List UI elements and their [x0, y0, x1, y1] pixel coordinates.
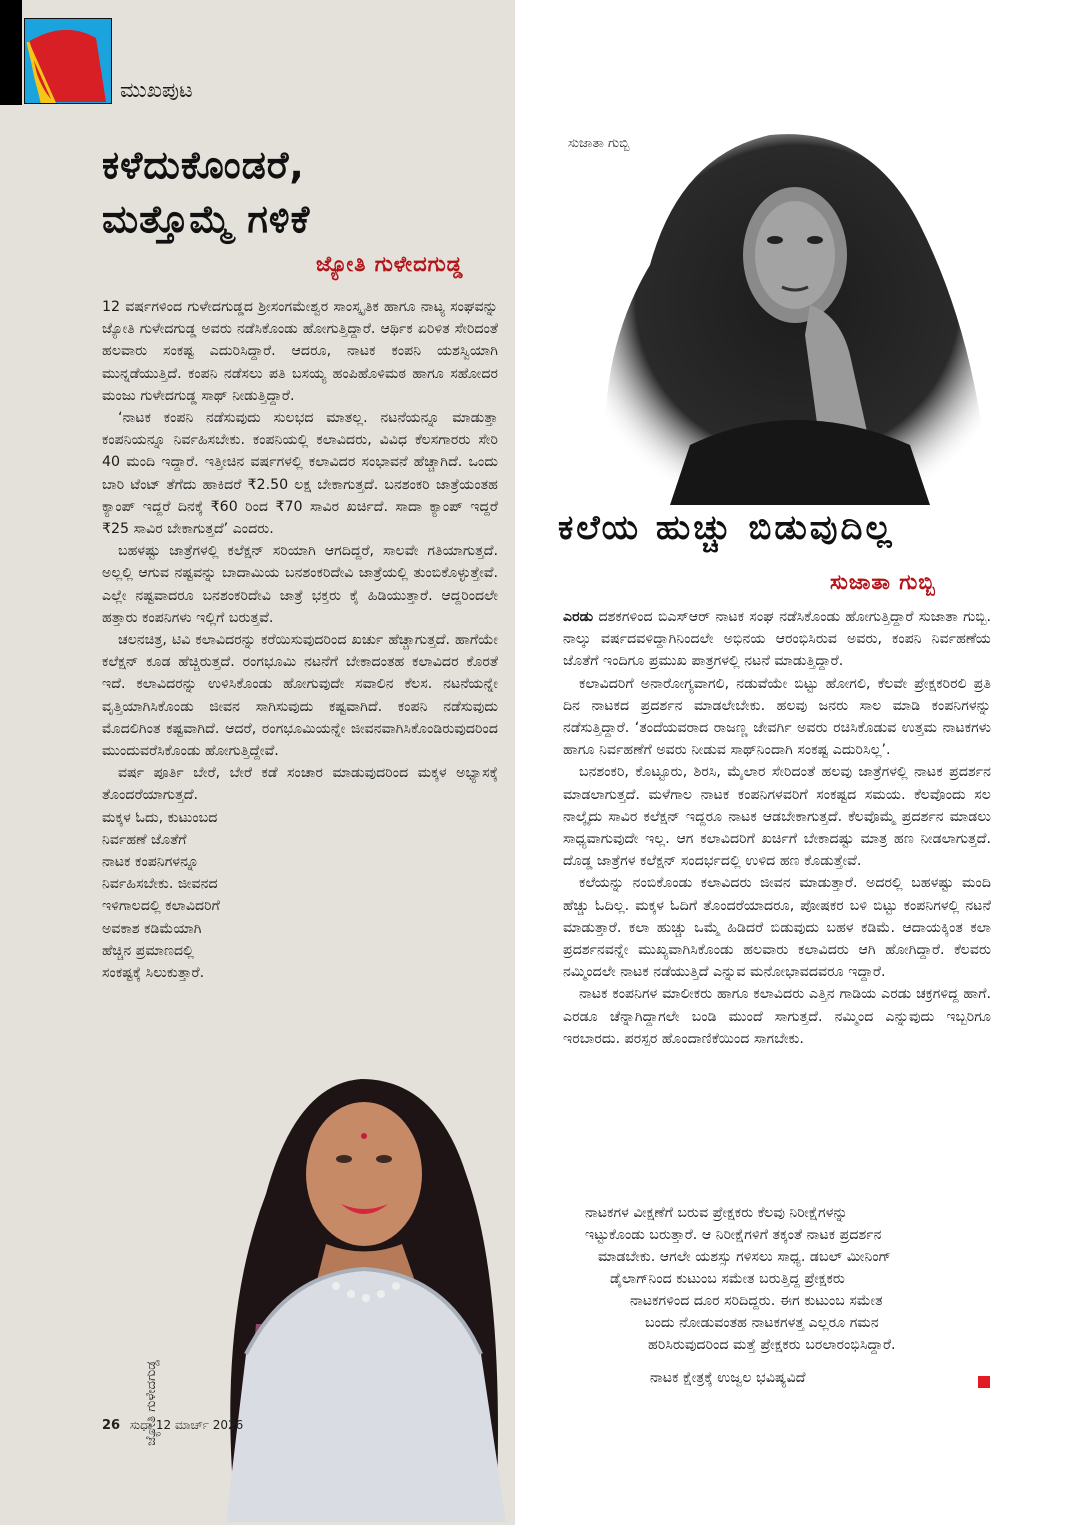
- left-paragraph-4: ಚಲನಚಿತ್ರ, ಟಿವಿ ಕಲಾವಿದರನ್ನು ಕರೆಯಿಸುವುದರಿಂದ ಖರ್ಚು ಹೆಚ್ಚಾಗುತ್ತದೆ. ಹಾಗೆಯೇ ಕಲೆಕ್ಷನ್ ಕೂಡ ಹೆಚ್ಚಿರುತ್ತದೆ. ರಂಗಭೂಮಿ ನಟನೆಗೆ ಬೇಕಾದಂತಹ ಕಲಾವಿದರ ಕೊರತೆ ಇದೆ. ಕಲಾವಿದರನ್ನು ಉಳಿಸಿಕೊಂಡು ಹೋಗುವುದೇ ಸವಾಲಿನ ಕೆಲಸ. ನಟನೆಯನ್ನೇ ವೃತ್ತಿಯಾಗಿಸಿಕೊಂಡು ಜೀವನ ಸಾಗಿಸುವುದು ಕಷ್ಟವಾಗಿದೆ. ಕಂಪನಿ ನಡೆಸುವುದು ಮೊದಲಿಗಿಂತ ಕಷ್ಟವಾಗಿದೆ. ಆದರೆ, ರಂಗಭೂಮಿಯನ್ನೇ ಜೀವನವಾಗಿಸಿಕೊಂಡಿರುವುದರಿಂದ ಮುಂದುವರೆಸಿಕೊಂಡು ಹೋಗುತ್ತಿದ್ದೇವೆ.: [102, 632, 498, 760]
- top-photo-caption: ಸುಜಾತಾ ಗುಬ್ಬಿ: [568, 136, 630, 151]
- right-tail-line: ನಾಟಕಗಳಿಂದ ದೂರ ಸರಿದಿದ್ದರು. ಈಗ ಕುಟುಂಬ ಸಮೇತ: [630, 1293, 883, 1309]
- right-paragraph-3: ಬನಶಂಕರಿ, ಕೊಟ್ಟೂರು, ಶಿರಸಿ, ಮೈಲಾರ ಸೇರಿದಂತೆ ಹಲವು ಜಾತ್ರೆಗಳಲ್ಲಿ ನಾಟಕ ಪ್ರದರ್ಶನ ಮಾಡಲಾಗುತ್ತದೆ. ಮಳೆಗಾಲ ನಾಟಕ ಕಂಪನಿಗಳವರಿಗೆ ಸಂಕಷ್ಟದ ಸಮಯ. ಕೆಲವೊಂದು ಸಲ ನಾಲ್ಕೈದು ಸಾವಿರ ಕಲೆಕ್ಷನ್ ಇದ್ದರೂ ನಾಟಕ ಆಡಬೇಕಾಗುತ್ತದೆ. ಕೆಲವೊಮ್ಮೆ ಪ್ರದರ್ಶನ ಮಾಡಲು ಸಾಧ್ಯವಾಗುವುದೇ ಇಲ್ಲ. ಆಗ ಕಲಾವಿದರಿಗೆ ಖರ್ಚಿಗೆ ಬೇಕಾದಷ್ಟು ಮಾತ್ರ ಹಣ ನೀಡಲಾಗುತ್ತದೆ. ದೊಡ್ಡ ಜಾತ್ರೆಗಳ ಕಲೆಕ್ಷನ್ ಸಂದರ್ಭದಲ್ಲಿ ಉಳಿದ ಹಣ ಕೊಡುತ್ತೇವೆ.: [563, 764, 991, 870]
- left-narrow-line: ನಿರ್ವಹಣೆ ಜೊತೆಗೆ: [102, 831, 187, 848]
- right-tail-line: ನಾಟಕಗಳ ವೀಕ್ಷಣೆಗೆ ಬರುವ ಪ್ರೇಕ್ಷಕರು ಕೆಲವು ನಿರೀಕ್ಷೆಗಳನ್ನು: [585, 1205, 848, 1221]
- left-narrow-line: ಮಕ್ಕಳ ಓದು, ಕುಟುಂಬದ: [102, 809, 218, 826]
- left-article-title: [102, 138, 310, 246]
- left-narrow-line: ಅವಕಾಶ ಕಡಿಮೆಯಾಗಿ: [102, 920, 202, 937]
- right-tail-line: ಬಂದು ನೋಡುವಂತಹ ನಾಟಕಗಳತ್ತ ಎಲ್ಲರೂ ಗಮನ: [645, 1315, 879, 1331]
- right-paragraph-1: [563, 606, 991, 673]
- right-paragraph-5: ನಾಟಕ ಕಂಪನಿಗಳ ಮಾಲೀಕರು ಹಾಗೂ ಕಲಾವಿದರು ಎತ್ತಿನ ಗಾಡಿಯ ಎರಡು ಚಕ್ರಗಳಿದ್ದ ಹಾಗೆ. ಎರಡೂ ಚೆನ್ನಾಗಿದ್ದಾಗಲೇ ಬಂಡಿ ಮುಂದೆ ಸಾಗುತ್ತದೆ. ನಮ್ಮಿಂದ ಎನ್ನುವುದು ಇಬ್ಬರಿಗೂ ಇರಬಾರದು. ಪರಸ್ಪರ ಹೊಂದಾಣಿಕೆಯಿಂದ ಸಾಗಬೇಕು.: [563, 986, 991, 1047]
- right-tail-line: ಹರಿಸಿರುವುದರಿಂದ ಮತ್ತೆ ಪ್ರೇಕ್ಷಕರು ಬರಲಾರಂಭಿಸಿದ್ದಾರೆ.: [648, 1337, 896, 1353]
- right-tail-line: ಇಟ್ಟುಕೊಂಡು ಬರುತ್ತಾರೆ. ಆ ನಿರೀಕ್ಷೆಗಳಿಗೆ ತಕ್ಕಂತೆ ನಾಟಕ ಪ್ರದರ್ಶನ: [585, 1227, 882, 1243]
- left-paragraph-5: ವರ್ಷ ಪೂರ್ತಿ ಬೇರೆ, ಬೇರೆ ಕಡೆ ಸಂಚಾರ ಮಾಡುವುದರಿಂದ ಮಕ್ಕಳ ಅಭ್ಯಾಸಕ್ಕೆ ತೊಂದರೆಯಾಗುತ್ತದೆ.: [102, 765, 498, 804]
- right-tail-line: ಡೈಲಾಗ್‌ನಿಂದ ಕುಟುಂಬ ಸಮೇತ ಬರುತ್ತಿದ್ದ ಪ್ರೇಕ್ಷಕರು: [610, 1271, 845, 1287]
- left-narrow-line: ನಾಟಕ ಕಂಪನಿಗಳನ್ನೂ: [102, 854, 199, 871]
- right-article-title: ಕಲೆಯ ಹುಚ್ಚು ಬಿಡುವುದಿಲ್ಲ: [558, 508, 895, 548]
- left-paragraph-2: ‘ನಾಟಕ ಕಂಪನಿ ನಡೆಸುವುದು ಸುಲಭದ ಮಾತಲ್ಲ. ನಟನೆಯನ್ನೂ ಮಾಡುತ್ತಾ ಕಂಪನಿಯನ್ನೂ ನಿರ್ವಹಿಸಬೇಕು. ಕಂಪನಿಯಲ್ಲಿ ಕಲಾವಿದರು, ವಿವಿಧ ಕೆಲಸಗಾರರು ಸೇರಿ 40 ಮಂದಿ ಇದ್ದಾರೆ. ಇತ್ತೀಚಿನ ವರ್ಷಗಳಲ್ಲಿ ಕಲಾವಿದರ ಸಂಭಾವನೆ ಹೆಚ್ಚಾಗಿದೆ. ಒಂದು ಬಾರಿ ಟೆಂಟ್ ತೆಗೆದು ಹಾಕಿದರೆ ₹2.50 ಲಕ್ಷ ಬೇಕಾಗುತ್ತದೆ. ಬನಶಂಕರಿ ಜಾತ್ರೆಯಂತಹ ಕ್ಯಾಂಪ್ ಇದ್ದರೆ ದಿನಕ್ಕೆ ₹60 ರಿಂದ ₹70 ಸಾವಿರ ಖರ್ಚಿದೆ. ಸಾದಾ ಕ್ಯಾಂಪ್ ಇದ್ದರೆ ₹25 ಸಾವಿರ ಬೇಕಾಗುತ್ತದೆ’ ಎಂದರು.: [102, 410, 498, 538]
- left-narrow-line: ಇಳಿಗಾಲದಲ್ಲಿ ಕಲಾವಿದರಿಗೆ: [102, 898, 220, 915]
- section-label: ಮುಖಪುಟ: [120, 78, 193, 102]
- left-article-body: [102, 296, 498, 984]
- left-narrow-line: ಸಂಕಷ್ಟಕ್ಕೆ ಸಿಲುಕುತ್ತಾರೆ.: [102, 965, 205, 982]
- page-footer: [102, 1418, 243, 1433]
- right-article-author: ಸುಜಾತಾ ಗುಬ್ಬಿ: [830, 570, 936, 594]
- left-paragraph-3: ಬಹಳಷ್ಟು ಜಾತ್ರೆಗಳಲ್ಲಿ ಕಲೆಕ್ಷನ್ ಸರಿಯಾಗಿ ಆಗದಿದ್ದರೆ, ಸಾಲವೇ ಗತಿಯಾಗುತ್ತದೆ. ಅಲ್ಲಲ್ಲಿ ಆಗುವ ನಷ್ಟವನ್ನು ಬಾದಾಮಿಯ ಬನಶಂಕರಿದೇವಿ ಜಾತ್ರೆಯಲ್ಲಿ ತುಂಬಿಕೊಳ್ಳುತ್ತೇವೆ. ಎಲ್ಲೇ ನಷ್ಟವಾದರೂ ಬನಶಂಕರಿದೇವಿ ಜಾತ್ರೆ ಭಕ್ತರು ಕೈ ಹಿಡಿಯುತ್ತಾರೆ. ಆದ್ದರಿಂದಲೇ ಹತ್ತಾರು ಕಂಪನಿಗಳು ಇಲ್ಲಿಗೆ ಬರುತ್ತವೆ.: [102, 543, 498, 626]
- left-narrow-line: ನಿರ್ವಹಿಸಬೇಕು. ಜೀವನದ: [102, 876, 218, 893]
- bottom-photo-caption: ಜ್ಯೋತಿ ಗುಳೇದಗುಡ್ಡ: [144, 1360, 159, 1446]
- left-title-line-2: ಮತ್ತೊಮ್ಮೆ ಗಳಿಕೆ: [102, 197, 311, 241]
- left-paragraph-1: 12 ವರ್ಷಗಳಿಂದ ಗುಳೇದಗುಡ್ಡದ ಶ್ರೀಸಂಗಮೇಶ್ವರ ಸಾಂಸ್ಕೃತಿಕ ಹಾಗೂ ನಾಟ್ಯ ಸಂಘವನ್ನು ಜ್ಯೋತಿ ಗುಳೇದಗುಡ್ಡ ಅವರು ನಡೆಸಿಕೊಂಡು ಹೋಗುತ್ತಿದ್ದಾರೆ. ಆರ್ಥಿಕ ಏರಿಳಿತ ಸೇರಿದಂತೆ ಹಲವಾರು ಸಂಕಷ್ಟ ಎದುರಿಸಿದ್ದಾರೆ. ಆದರೂ, ನಾಟಕ ಕಂಪನಿ ಯಶಸ್ವಿಯಾಗಿ ಮುನ್ನಡೆಯುತ್ತಿದೆ. ಕಂಪನಿ ನಡೆಸಲು ಪತಿ ಬಸಯ್ಯ ಹಂಪಿಹೊಳಿಮಠ ಹಾಗೂ ಸಹೋದರ ಮಂಜು ಗುಳೇದಗುಡ್ಡ ಸಾಥ್ ನೀಡುತ್ತಿದ್ದಾರೆ.: [102, 299, 498, 404]
- right-article-body: [563, 606, 991, 1050]
- right-paragraph-4: ಕಲೆಯನ್ನು ನಂಬಿಕೊಂಡು ಕಲಾವಿದರು ಜೀವನ ಮಾಡುತ್ತಾರೆ. ಅದರಲ್ಲಿ ಬಹಳಷ್ಟು ಮಂದಿ ಹೆಚ್ಚು ಓದಿಲ್ಲ. ಮಕ್ಕಳ ಓದಿಗೆ ತೊಂದರೆಯಾದರೂ, ಪೋಷಕರ ಬಳಿ ಬಿಟ್ಟು ಕಂಪನಿಗಳಲ್ಲಿ ನಟನೆ ಮಾಡುತ್ತಾರೆ. ಕಲಾ ಹುಚ್ಚು ಒಮ್ಮೆ ಹಿಡಿದರೆ ಬಿಡುವುದು ಬಹಳ ಕಡಿಮೆ. ಆದಾಯಕ್ಕಿಂತ ಕಲಾ ಪ್ರದರ್ಶನವನ್ನೇ ಮುಖ್ಯವಾಗಿಸಿಕೊಂಡು ಹಲವಾರು ಕಲಾವಿದರು ಆಗಿ ಹೋಗಿದ್ದಾರೆ. ಕೆಲವರು ನಮ್ಮಿಂದಲೇ ನಾಟಕ ನಡೆಯುತ್ತಿದೆ ಎನ್ನುವ ಮನೋಭಾವದವರೂ ಇದ್ದಾರೆ.: [563, 875, 991, 981]
- right-paragraph-2: ಕಲಾವಿದರಿಗೆ ಅನಾರೋಗ್ಯವಾಗಲಿ, ನಡುವೆಯೇ ಬಿಟ್ಟು ಹೋಗಲಿ, ಕೆಲವೇ ಪ್ರೇಕ್ಷಕರಿರಲಿ ಪ್ರತಿ ದಿನ ನಾಟಕದ ಪ್ರದರ್ಶನ ಮಾಡಲೇಬೇಕು. ಹಲವು ಜನರು ಸಾಲ ಮಾಡಿ ಕಂಪನಿಗಳನ್ನು ನಡೆಸುತ್ತಿದ್ದಾರೆ. ‘ತಂದೆಯವರಾದ ರಾಜಣ್ಣ ಜೇವರ್ಗಿ ಅವರು ರಚಿಸಿಕೊಡುವ ಉತ್ತಮ ನಾಟಕಗಳು ಹಾಗೂ ನಿರ್ವಹಣೆಗೆ ಅವರು ನೀಡುವ ಸಾಥ್‌ನಿಂದಾಗಿ ಸಂಕಷ್ಟ ಎದುರಿಸಿಲ್ಲ’.: [563, 675, 991, 759]
- sujatha-portrait-photo: [570, 115, 1010, 505]
- corner-black-bar: [0, 0, 22, 105]
- jyothi-portrait-photo: [176, 1024, 546, 1522]
- publication-date: ಸುಧಾ 12 ಮಾರ್ಚ್ 2026: [129, 1418, 244, 1432]
- left-title-line-1: ಕಳೆದುಕೊಂಡರೆ,: [102, 143, 305, 187]
- page-number: 26: [102, 1418, 121, 1433]
- section-logo-icon: [24, 18, 112, 104]
- right-tail-line: ಮಾಡಬೇಕು. ಆಗಲೇ ಯಶಸ್ಸು ಗಳಿಸಲು ಸಾಧ್ಯ. ಡಬಲ್ ಮೀನಿಂಗ್: [598, 1249, 891, 1265]
- right-first-word: ಎರಡು: [563, 609, 594, 625]
- article-end-mark: [978, 1376, 990, 1388]
- right-paragraph-1-text: ದಶಕಗಳಿಂದ ಬಿಎಸ್‌ಆರ್ ನಾಟಕ ಸಂಘ ನಡೆಸಿಕೊಂಡು ಹೋಗುತ್ತಿದ್ದಾರೆ ಸುಜಾತಾ ಗುಬ್ಬಿ. ನಾಲ್ಕು ವರ್ಷದವಳಿದ್ದಾಗಿನಿಂದಲೇ ಅಭಿನಯ ಆರಂಭಿಸಿರುವ ಅವರು, ಕಂಪನಿ ನಿರ್ವಹಣೆಯ ಜೊತೆಗೆ ಇಂದಿಗೂ ಪ್ರಮುಖ ಪಾತ್ರಗಳಲ್ಲಿ ನಟನೆ ಮಾಡುತ್ತಿದ್ದಾರೆ.: [563, 609, 991, 670]
- right-last-line: ನಾಟಕ ಕ್ಷೇತ್ರಕ್ಕೆ ಉಜ್ವಲ ಭವಿಷ್ಯವಿದೆ: [650, 1370, 806, 1386]
- left-article-author: ಜ್ಯೋತಿ ಗುಳೇದಗುಡ್ಡ: [316, 252, 464, 276]
- left-narrow-line: ಹೆಚ್ಚಿನ ಪ್ರಮಾಣದಲ್ಲಿ: [102, 942, 194, 959]
